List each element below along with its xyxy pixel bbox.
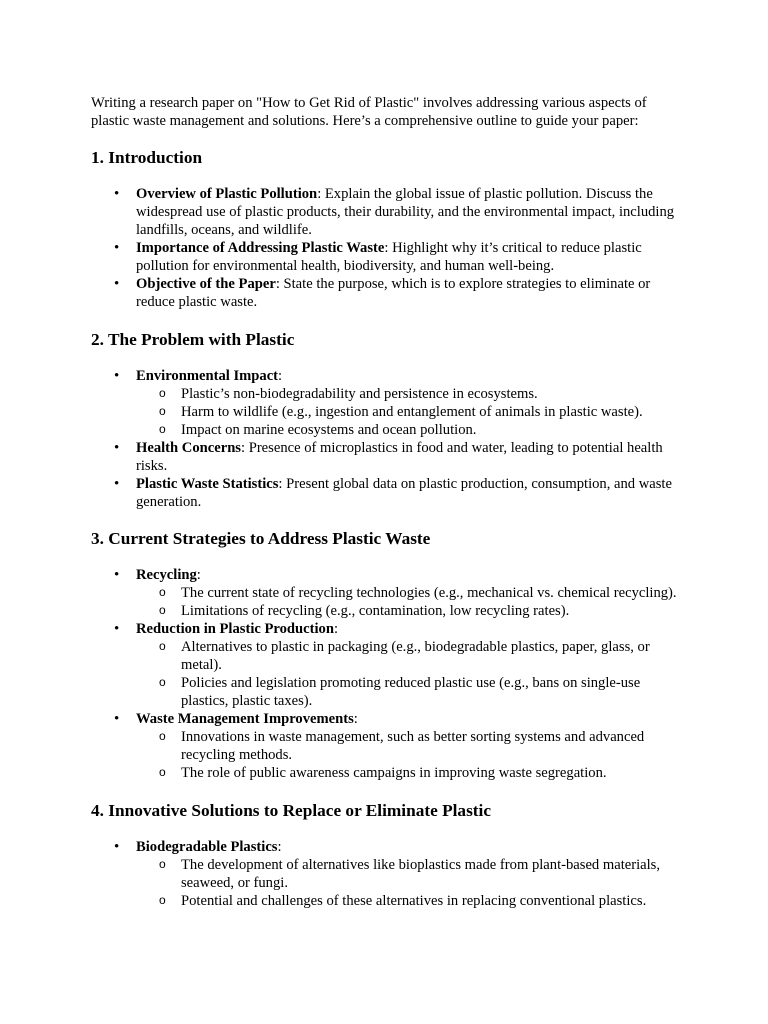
item-text: :	[353, 711, 358, 727]
section-heading-solutions: 4. Innovative Solutions to Replace or Eliminate Plastic	[91, 801, 492, 820]
section-3-list	[91, 566, 680, 782]
item-text: : Presence of microplastics in food and water, leading to potential health risks.	[136, 440, 663, 474]
item-text: :	[196, 567, 201, 583]
list-item	[136, 710, 680, 782]
sub-list-item: o Plastic’s non-biodegradability and persistence in ecosystems.	[181, 385, 680, 403]
sub-list-item: o Harm to wildlife (e.g., ingestion and entanglement of animals in plastic waste).	[181, 403, 680, 421]
list-item	[136, 439, 680, 475]
item-term: Environmental Impact	[136, 368, 279, 384]
item-term: Objective of the Paper	[136, 276, 276, 292]
item-term: Plastic Waste Statistics	[136, 476, 279, 492]
sub-list-item: o Limitations of recycling (e.g., contamination, low recycling rates).	[181, 602, 680, 620]
section-4-list	[91, 838, 680, 910]
list-item	[136, 185, 680, 239]
item-text: : Explain the global issue of plastic pollution. Discuss the widespread use of plastic products, their durability, and the environmental impact, including landfills, oceans, and wildlife.	[136, 186, 675, 238]
list-item	[136, 275, 680, 311]
list-item	[136, 620, 680, 710]
sub-list	[136, 584, 680, 620]
sub-list-item: o The current state of recycling technologies (e.g., mechanical vs. chemical recycling).	[181, 584, 680, 602]
list-item	[136, 566, 680, 620]
item-term: Overview of Plastic Pollution	[136, 186, 318, 202]
item-term: Recycling	[136, 567, 197, 583]
section-2-list	[91, 367, 680, 511]
sub-list	[136, 728, 680, 782]
section-1-list	[91, 185, 680, 311]
intro-paragraph: Writing a research paper on "How to Get Rid of Plastic" involves addressing various aspects of plastic waste management and solutions. Here’s a comprehensive outline to guide your paper:	[91, 95, 647, 129]
item-term: Biodegradable Plastics	[136, 839, 278, 855]
item-term: Waste Management Improvements	[136, 711, 354, 727]
item-text: : Highlight why it’s critical to reduce plastic pollution for environmental health, biodiversity, and human well-being.	[136, 240, 642, 274]
item-text: : Present global data on plastic production, consumption, and waste generation.	[136, 476, 672, 510]
item-text: :	[333, 621, 339, 637]
list-item	[136, 838, 680, 910]
sub-list	[136, 638, 680, 710]
item-term: Importance of Addressing Plastic Waste	[136, 240, 385, 256]
sub-list	[136, 856, 680, 910]
list-item	[136, 239, 680, 275]
section-heading-strategies: 3. Current Strategies to Address Plastic Waste	[91, 529, 431, 548]
sub-list-item: o Impact on marine ecosystems and ocean pollution.	[181, 421, 680, 439]
list-item	[136, 475, 680, 511]
item-text: :	[277, 839, 282, 855]
item-term: Reduction in Plastic Production	[136, 621, 334, 637]
sub-list-item: o The role of public awareness campaigns in improving waste segregation.	[181, 764, 680, 782]
list-item	[136, 367, 680, 439]
sub-list-item: o The development of alternatives like bioplastics made from plant-based materials, seaweed, or fungi.	[181, 856, 680, 892]
item-term: Health Concerns	[136, 440, 241, 456]
section-heading-introduction: 1. Introduction	[91, 148, 203, 167]
item-text: : State the purpose, which is to explore strategies to eliminate or reduce plastic waste.	[136, 276, 651, 310]
item-text: :	[278, 368, 283, 384]
sub-list	[136, 385, 680, 439]
sub-list-item: o Alternatives to plastic in packaging (e.g., biodegradable plastics, paper, glass, or metal).	[181, 638, 680, 674]
sub-list-item: o Innovations in waste management, such as better sorting systems and advanced recycling methods.	[181, 728, 680, 764]
sub-list-item: o Potential and challenges of these alternatives in replacing conventional plastics.	[181, 892, 680, 910]
sub-list-item: o Policies and legislation promoting reduced plastic use (e.g., bans on single-use plastics, plastic taxes).	[181, 674, 680, 710]
section-heading-problem: 2. The Problem with Plastic	[91, 330, 295, 349]
